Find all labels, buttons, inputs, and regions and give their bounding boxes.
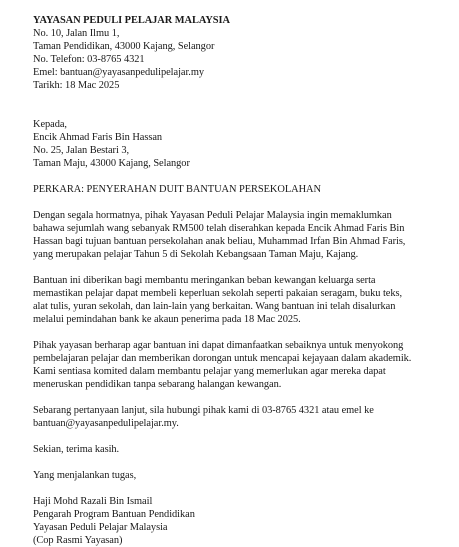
sender-email: Emel: bantuan@yayasanpedulipelajar.my bbox=[33, 67, 205, 78]
stamp-note: (Cop Rasmi Yayasan) bbox=[33, 535, 123, 546]
signatory-name: Haji Mohd Razali Bin Ismail bbox=[33, 496, 153, 507]
spacer bbox=[33, 92, 447, 105]
sender-address-line-1: No. 10, Jalan Ilmu 1, bbox=[33, 28, 120, 39]
spacer bbox=[33, 430, 447, 443]
closing-line: Sekian, terima kasih. bbox=[33, 444, 120, 455]
spacer bbox=[33, 261, 447, 274]
signatory-block bbox=[33, 495, 447, 547]
sender-block bbox=[33, 14, 447, 92]
recipient-block bbox=[33, 118, 447, 170]
paragraph-line: Pihak yayasan berharap agar bantuan ini dapat dimanfaatkan sebaiknya untuk menyokong bbox=[33, 340, 404, 351]
signatory-title: Pengarah Program Bantuan Pendidikan bbox=[33, 509, 195, 520]
recipient-name: Encik Ahmad Faris Bin Hassan bbox=[33, 132, 163, 143]
paragraph-line: bahawa sejumlah wang sebanyak RM500 telah diserahkan kepada Encik Ahmad Faris Bin bbox=[33, 223, 405, 234]
body-paragraph-4 bbox=[33, 404, 447, 430]
sender-phone: No. Telefon: 03-8765 4321 bbox=[33, 54, 145, 65]
sender-address-line-2: Taman Pendidikan, 43000 Kajang, Selangor bbox=[33, 41, 215, 52]
signatory-organisation: Yayasan Peduli Pelajar Malaysia bbox=[33, 522, 168, 533]
spacer bbox=[33, 196, 447, 209]
paragraph-line: Sebarang pertanyaan lanjut, sila hubungi pihak kami di 03-8765 4321 atau emel ke bbox=[33, 405, 374, 416]
spacer bbox=[33, 391, 447, 404]
sender-name: YAYASAN PEDULI PELAJAR MALAYSIA bbox=[33, 15, 230, 26]
recipient-address-line-2: Taman Maju, 43000 Kajang, Selangor bbox=[33, 158, 190, 169]
body-paragraph-2 bbox=[33, 274, 447, 326]
paragraph-line: pembelajaran pelajar dan memberikan dorongan untuk mencapai kejayaan dalam akademik. bbox=[33, 353, 412, 364]
paragraph-line: alat tulis, yuran sekolah, dan lain-lain yang berkaitan. Wang bantuan ini telah disalurkan bbox=[33, 301, 396, 312]
paragraph-line: melalui pemindahan bank ke akaun penerima pada 18 Mac 2025. bbox=[33, 314, 301, 325]
paragraph-line: memastikan pelajar dapat membeli keperluan sekolah seperti pakaian seragam, buku teks, bbox=[33, 288, 403, 299]
paragraph-line: Kami sentiasa komited dalam membantu pelajar yang memerlukan agar mereka dapat bbox=[33, 366, 386, 377]
paragraph-line: bantuan@yayasanpedulipelajar.my. bbox=[33, 418, 179, 429]
paragraph-line: Dengan segala hormatnya, pihak Yayasan Peduli Pelajar Malaysia ingin memaklumkan bbox=[33, 210, 392, 221]
recipient-address-line-1: No. 25, Jalan Bestari 3, bbox=[33, 145, 130, 156]
spacer bbox=[33, 482, 447, 495]
spacer bbox=[33, 170, 447, 183]
paragraph-line: meneruskan pendidikan tanpa sebarang halangan kewangan. bbox=[33, 379, 282, 390]
recipient-salutation: Kepada, bbox=[33, 119, 67, 130]
spacer bbox=[33, 456, 447, 469]
subject-line: PERKARA: PENYERAHAN DUIT BANTUAN PERSEKOLAHAN bbox=[33, 184, 321, 195]
letter-date: Tarikh: 18 Mac 2025 bbox=[33, 80, 120, 91]
paragraph-line: Hassan bagi tujuan bantuan persekolahan anak beliau, Muhammad Irfan Bin Ahmad Faris, bbox=[33, 236, 406, 247]
spacer bbox=[33, 105, 447, 118]
paragraph-line: yang merupakan pelajar Tahun 5 di Sekolah Kebangsaan Taman Maju, Kajang. bbox=[33, 249, 359, 260]
body-paragraph-3 bbox=[33, 339, 447, 391]
paragraph-line: Bantuan ini diberikan bagi membantu meringankan beban kewangan keluarga serta bbox=[33, 275, 376, 286]
body-paragraph-1 bbox=[33, 209, 447, 261]
sign-off-line: Yang menjalankan tugas, bbox=[33, 470, 137, 481]
spacer bbox=[33, 326, 447, 339]
